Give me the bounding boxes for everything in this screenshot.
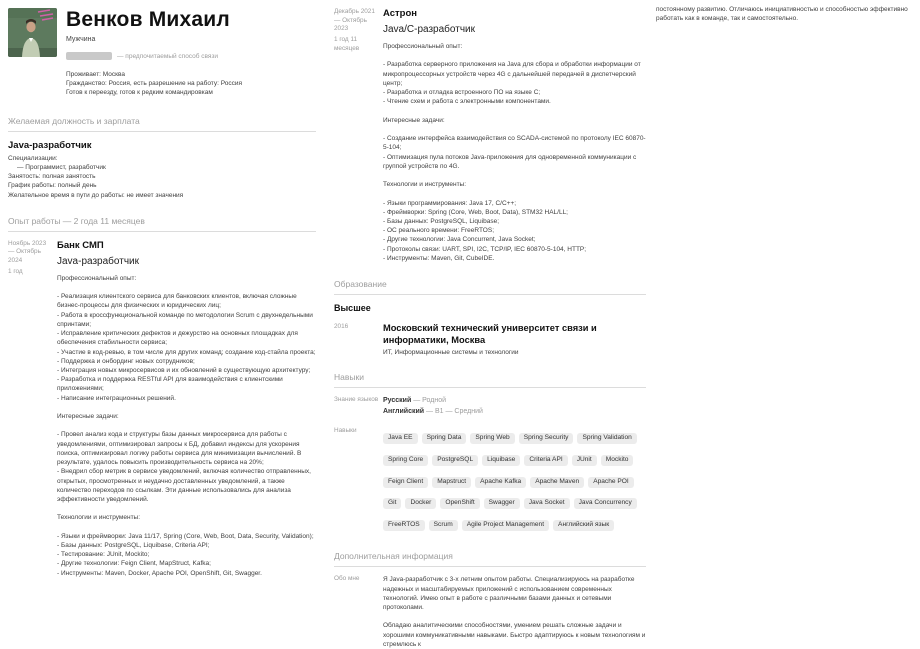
skills-label: Навыки [334,427,357,435]
resume-column-left [8,0,316,578]
job-entry-bank-smp [8,240,316,578]
skill-tag: PostgreSQL [432,455,478,466]
job-description-line [57,403,316,412]
job-description-line: - Чтение схем и работа с электронными компонентами. [383,98,551,106]
about-label: Обо мне [334,575,360,583]
job-description-line: Интересные задачи: [383,116,445,124]
section-header-additional-info: Дополнительная информация [334,551,646,567]
job-description-line: - Участие в код-ревью, в том числе для других команд; создание код-стайла проекта; [57,348,316,356]
section-header-desired-position: Желаемая должность и зарплата [8,116,316,132]
about-text-line: Обладаю аналитическими способностями, умением решать сложные задачи и хорошими коммуникативными навыками. Быстро адаптируюсь к новым технологиям и стремлюсь к [383,622,646,648]
job-description-line: - Разработка серверного приложения на Java для сбора и обработки информации от микропроцессорных устройств через 4G с дальнейшей передачей в диспетчерский центр; [383,61,641,87]
job-description-line: - Исправление критических дефектов и дежурство на основных площадках для обеспечения стабильности сервиса; [57,330,298,347]
profile-header [8,8,316,98]
job-description-line: - Написание интеграционных решений. [57,394,176,402]
desired-position-title: Java-разработчик [8,139,92,151]
skill-tag: OpenShift [440,498,479,509]
contact-row [66,52,242,60]
contact-note: — предпочитаемый способ связи [117,52,219,60]
company-name: Банк СМП [57,239,104,251]
skill-tag: Mapstruct [432,477,471,488]
job-dates: Декабрь 2021 — Октябрь 2023 [334,8,375,33]
skill-tag: Java EE [383,433,418,444]
skill-tag: Английский язык [553,520,614,531]
job-description-line [383,125,646,134]
skill-tag: Java Concurrency [574,498,637,509]
skill-tag: Agile Project Management [462,520,549,531]
skill-tags-list [383,427,646,535]
mobility-line: Готов к переезду, готов к редким командировкам [66,89,213,97]
skill-tags-row [334,427,646,535]
skill-tag: Feign Client [383,477,428,488]
job-dates-column [8,240,57,578]
profile-photo-image [8,8,57,57]
language-level: — B1 — Средний [424,407,483,415]
job-title: Java-разработчик [57,255,139,267]
skill-tag: Mockito [601,455,634,466]
commute-line: Желательное время в пути до работы: не имеет значения [8,191,184,199]
job-description-line: - Разработка и поддержка RESTful API для взаимодействия с клиентскими приложениями; [57,376,283,393]
job-description-line: Интересные задачи: [57,413,119,421]
job-description-line: - Оптимизация пула потоков Java-приложения для одновременной коммуникации с группой устройств по 4G. [383,153,637,170]
job-description-line: - Инструменты: Maven, Git, CubeIDE. [383,254,495,262]
residence-line: Проживает: Москва [66,71,125,79]
skill-tag: Java Socket [524,498,570,509]
language-item-english [383,407,646,418]
skill-tag: JUnit [572,455,597,466]
job-description-line: - Инструменты: Maven, Docker, Apache POI, OpenShift, Git, Swagger. [57,569,262,577]
profile-summary [66,8,242,98]
skill-tag: Spring Core [383,455,428,466]
employment-line: Занятость: полная занятость [8,173,96,181]
about-text [383,575,646,649]
resume-column-right [656,0,914,23]
languages-label: Знание языков [334,396,379,404]
specialization-label: Специализации: [8,154,58,162]
citizenship-line: Гражданство: Россия, есть разрешение на работу: Россия [66,80,243,88]
about-row [334,575,646,649]
job-description-line: - Тестирование: JUnit, Mockito; [57,551,150,559]
company-name: Астрон [383,8,418,19]
job-description-line: - Реализация клиентского сервиса для банковских клиентов, включая сложные бизнес-процессы для физических и юридических лиц; [57,293,297,310]
job-content [57,240,316,578]
section-header-education: Образование [334,279,646,295]
desired-position-block [8,140,316,200]
language-item-russian [383,396,646,407]
language-name: Английский [383,407,425,415]
skill-tag: Spring Security [519,433,574,444]
job-content [383,8,646,263]
job-description-line: - Другие технологии: Java Concurrent, Java Socket; [383,236,536,244]
job-description-line: - Интеграция новых микросервисов и их обновлений в существующую архитектуру; [57,366,311,374]
languages-list [383,396,646,417]
skill-tag: Docker [405,498,436,509]
education-school: Московский технический университет связи и информатики, Москва [383,323,597,345]
language-name: Русский [383,397,412,405]
job-description-line: - Создание интерфейса взаимодействия со SCADA-системой по протоколу IEC 60870-5-104; [383,135,646,152]
section-header-experience: Опыт работы — 2 года 11 месяцев [8,216,316,232]
job-description-line: - Протоколы связи: UART, SPI, I2C, TCP/IP, IEC 60870-5-104, HTTP; [383,245,587,253]
job-description-line [383,51,646,60]
job-dates-column [334,8,383,263]
job-title: Java/C-разработчик [383,24,475,35]
education-level: Высшее [334,303,371,314]
job-description-line: - ОС реального времени: FreeRTOS; [383,227,494,235]
job-description-line: - Провел анализ кода и структуры базы данных микросервиса для работы с уведомлениями, оптимизировал запросы к БД, добавил индексы для ускорения поиска, оптимизировал логику работы сервиса для минимизации вычислений. В результате, удалось повысить производительность сервиса на 20%; [57,431,302,467]
education-program: ИТ, Информационные системы и технологии [383,349,519,357]
job-description-line: - Фреймворки: Spring (Core, Web, Boot, Data), STM32 HAL/LL; [383,208,568,216]
person-gender: Мужчина [66,36,96,44]
job-description-line: - Базы данных: PostgreSQL, Liquibase, Criteria API; [57,541,210,549]
job-description-line: Профессиональный опыт: [57,274,137,282]
education-year: 2016 [334,323,349,331]
job-description-line [383,107,646,116]
profile-photo [8,8,57,57]
job-description-line: - Внедрил сбор метрик в сервисе уведомлений, включая количество отправленных, открытых, просмотренных и неудачно доставленных уведомлений, а также количество переходов по ссылкам. Эти данные использовались для анализа эффективности уведомлений. [57,468,311,503]
skill-tag: Git [383,498,401,509]
section-header-skills: Навыки [334,372,646,388]
personal-info [66,70,242,98]
education-content [383,323,646,356]
job-description-line: Профессиональный опыт: [383,43,463,50]
job-description [57,274,316,578]
skill-tag: Criteria API [524,455,567,466]
job-description-line: - Работа в кроссфункциональной команде по методологии Scrum с двухнедельными спринтами; [57,311,313,328]
job-description-line: - Другие технологии: Feign Client, MapStruct, Kafka; [57,560,211,568]
skill-tag: Liquibase [482,455,520,466]
job-description-line: - Поддержка и онбординг новых сотрудников; [57,357,195,365]
job-dates: Ноябрь 2023 — Октябрь 2024 [8,239,47,265]
language-level: — Родной [411,397,447,405]
languages-row [334,396,646,417]
job-description-line: - Базы данных: PostgreSQL, Liquibase; [383,218,500,225]
education-entry [334,323,646,356]
resume-column-middle [334,0,646,649]
job-entry-astron [334,8,646,263]
skill-tag: Spring Data [422,433,467,444]
schedule-line: График работы: полный день [8,182,97,190]
job-description-line [57,523,316,532]
specialization-value: — Программист, разработчик [17,163,106,171]
person-name: Венков Михаил [66,8,230,31]
job-description-line [383,189,646,198]
job-duration: 1 год 11 месяцев [334,35,360,52]
about-text-line [383,612,646,621]
job-duration: 1 год [8,267,23,275]
skill-tag: Scrum [429,520,458,531]
skill-tag: Spring Web [470,433,514,444]
job-description-line [57,421,316,430]
job-description-line [383,171,646,180]
skill-tag: Apache Kafka [475,477,526,488]
skill-tag: Apache Maven [530,477,584,488]
about-overflow-text: постоянному развитию. Отличаюсь инициативностью и способностью эффективно работать как в команде, так и самостоятельно. [656,6,908,23]
job-description-line [57,504,316,513]
skill-tag: Spring Validation [577,433,636,444]
about-text-line: Я Java-разработчик с 3-х летним опытом работы. Специализируюсь на разработке надежных и масштабируемых приложений с использованием современных технологий. Имею опыт в работе с различными базами данных и сетевыми протоколами. [383,576,635,611]
job-description-line: Технологии и инструменты: [57,514,141,522]
job-description [383,42,646,263]
job-description-line: - Разработка и отладка встроенного ПО на языке C; [383,89,541,97]
skill-tag: Apache POI [588,477,634,488]
job-description-line: - Языки и фреймворки: Java 11/17, Spring (Core, Web, Boot, Data, Security, Validation); [57,532,314,540]
skill-tag: FreeRTOS [383,520,425,531]
job-description-line: - Языки программирования: Java 17, C/C++; [383,199,517,207]
skill-tag: Swagger [484,498,520,509]
job-description-line [57,283,316,292]
job-description-line: Технологии и инструменты: [383,181,467,189]
contact-redacted-placeholder [66,52,112,60]
